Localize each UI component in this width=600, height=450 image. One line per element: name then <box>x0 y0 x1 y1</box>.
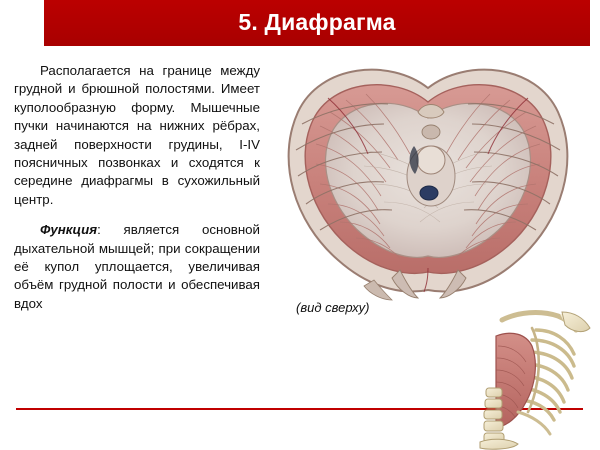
thorax-skeleton-illustration <box>462 300 600 450</box>
title-bar-right-notch <box>590 0 600 46</box>
paragraph-function <box>14 221 260 313</box>
paragraph-description <box>14 62 260 209</box>
title-bar <box>0 0 600 46</box>
title-bar-left-notch <box>0 0 44 46</box>
paragraph-function-text: : является основной дыхательной мышцей; при сокращении её купол уплощается, увеличивая объём грудной полости и обеспечивая вдох <box>14 222 260 311</box>
body-text <box>14 62 260 313</box>
paragraph-function-lead: Функция <box>40 222 98 238</box>
page-title: 5. Диафрагма <box>238 9 396 35</box>
figure-caption-top-view: (вид сверху) <box>296 300 370 315</box>
diaphragm-top-view-illustration <box>268 54 588 302</box>
paragraph-description-text: Располагается на границе между грудной и брюшной полостями. Имеет куполообразную форму. Мышечные пучки начинаются на нижних рёбрах, задней поверхности грудины, I-IV поясничных позвонках и сходятся к середине диафрагмы в сухожильный центр. <box>14 63 260 207</box>
